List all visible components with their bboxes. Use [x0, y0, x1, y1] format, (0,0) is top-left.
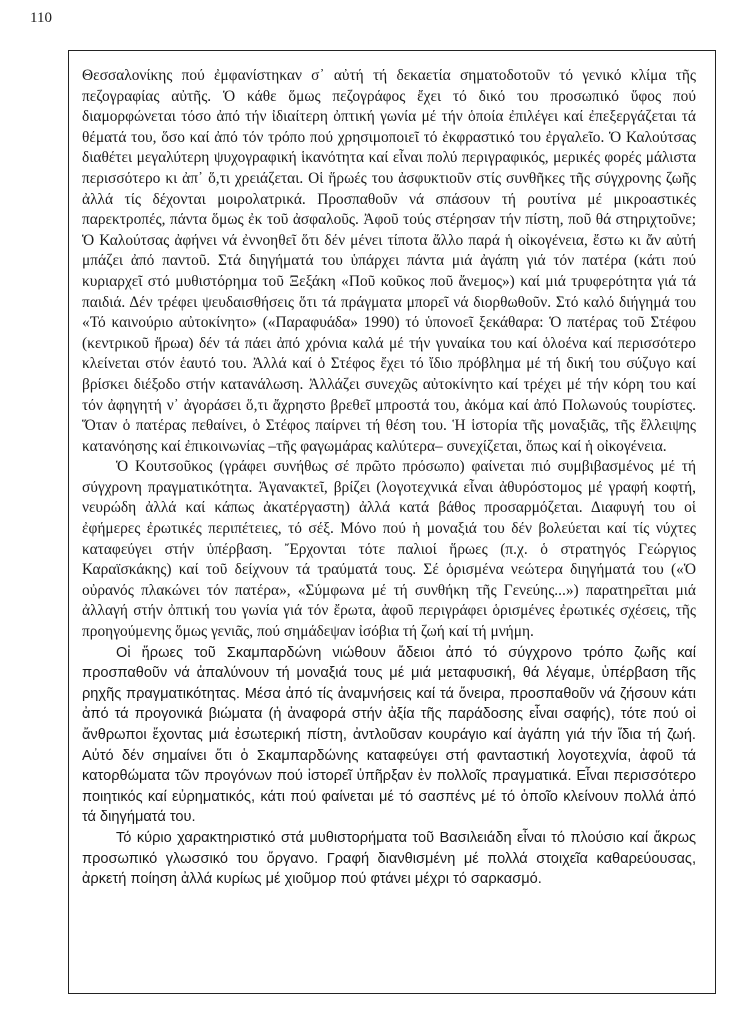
body-text: [82, 66, 696, 890]
paragraph-4: Τό κύριο χαρακτηριστικό στά μυθιστορήματα τοῦ Βασιλειάδη εἶναι τό πλούσιο καί ἄκρως προσωπικό γλωσσικό του ὄργανο. Γραφή διανθισμένη μέ πολλά στοιχεῖα καθαρεύουσας, ἀρκετή ποίηση ἀλλά κυρίως μέ χιοῦμορ πού φτάνει μέχρι τό σαρκασμό.: [82, 829, 696, 888]
paragraph-2: Ὁ Κουτσοῦκος (γράφει συνήθως σέ πρῶτο πρόσωπο) φαίνεται πιό συμβιβασμένος μέ τή σύγχρονη πραγματικότητα. Ἀγανακτεῖ, βρίζει (λογοτεχνικά εἶναι ἀθυρόστομος μέ γραφή κοφτή, νευρώδη ἀλλά καί κάπως ἀκατέργαστη) ἀλλά κατά βάθος προσαρμόζεται. Διαφυγή του οἱ ἐφήμερες ἐρωτικές περιπέτειες, τό σέξ. Μόνο πού ἡ μοναξιά του δέν βολεύεται καί τίς νύχτες καταφεύγει στήν ὑπέρβαση. Ἔρχονται τότε παλιοί ἥρωες (π.χ. ὁ στρατηγός Γεώργιος Καραϊσκάκης) καί τοῦ δείχνουν τά τραύματά τους. Σέ ὁρισμένα νεώτερα διηγήματά του («Ὁ οὐρανός πλακώνει τόν πατέρα», «Σύμφωνα μέ τή συνθήκη τῆς Γενεύης...») παρατηρεῖται μιά ἀλλαγή στήν ὀπτική του γωνία γιά τόν ἔρωτα, ἀφοῦ περιγράφει ὁρισμένες ἐρωτικές σχέσεις, τῆς προηγούμενης ὅμως γενιᾶς, πού σημάδεψαν ἰσόβια τή ζωή καί τή μνήμη.: [82, 458, 696, 641]
paragraph-1: Θεσσαλονίκης πού ἐμφανίστηκαν σ᾽ αὐτή τή δεκαετία σηματοδοτοῦν τό γενικό κλίμα τῆς πεζογραφίας αὐτῆς. Ὁ κάθε ὅμως πεζογράφος ἔχει τό δικό του προσωπικό ὕφος πού διαμορφώνεται τόσο ἀπό τήν ἰδιαίτερη ὀπτική γωνία μέ τήν ὁποία ἐπιλέγει καί ἐπεξεργάζεται τά θέματά του, ὅσο καί ἀπό τόν τρόπο πού χρησιμοποιεῖ τό ἐκφραστικό του ἐργαλεῖο. Ὁ Καλούτσας διαθέτει μεγαλύτερη ψυχογραφική ἱκανότητα καί εἶναι πολύ περιγραφικός, μερικές φορές μάλιστα περισσότερο κι ἀπ᾽ ὅ,τι χρειάζεται. Οἱ ἥρωές του ἀσφυκτιοῦν στίς συνθῆκες τῆς σύγχρονης ζωῆς ἀλλά τίς δέχονται μοιρολατρικά. Προσπαθοῦν νά σπάσουν τή ρουτίνα μέ μικροαστικές παρεκτροπές, πάντα ὅμως ἐκ τοῦ ἀσφαλοῦς. Ἀφοῦ τούς στέρησαν τήν πίστη, ποῦ θά στηριχτοῦνε; Ὁ Καλούτσας ἀφήνει νά ἐννοηθεῖ ὅτι δέν μένει τίποτα ἄλλο παρά ἡ οἰκογένεια, ἔστω κι ἄν αὐτή μπάζει ἀπό παντοῦ. Στά διηγήματά του ὑπάρχει πάντα μιά ἀγάπη γιά τόν πατέρα (κάτι πού κυριαρχεῖ στό μυθιστόρημα τοῦ Ξεξάκη «Ποῦ κοῦκος ποῦ ἄνεμος») καί μιά τρυφερότητα γιά τά παιδιά. Δέν τρέφει ψευδαισθήσεις ὅτι τά πράγματα μπορεῖ νά διορθωθοῦν. Στό καλό διήγημά του «Τό καινούριο αὐτοκίνητο» («Παραφυάδα» 1990) τό ὑπονοεῖ ξεκάθαρα: Ὁ πατέρας τοῦ Στέφου (κεντρικοῦ ἥρωα) δέν τά πάει ἀπό χρόνια καλά μέ τήν γυναίκα του καί ὁλοένα καί περισσότερο κλείνεται στόν ἑαυτό του. Ἀλλά καί ὁ Στέφος ἔχει τό ἴδιο πρόβλημα μέ τή δική του σύζυγο καί βρίσκει διέξοδο στήν κατανάλωση. Ἀλλάζει συνεχῶς αὐτοκίνητο καί τρέχει μέ τήν κόρη του καί τόν ἀφηγητή ν᾽ ἀγοράσει ὅ,τι ἄχρηστο βρεθεῖ μπροστά του, ἀκόμα καί ἀπό Πολωνούς τουρίστες. Ὅταν ὁ πατέρας πεθαίνει, ὁ Στέφος παίρνει τή θέση του. Ἡ ἱστορία τῆς μοναξιᾶς, τῆς ἔλλειψης κατανόησης καί ἐπικοινωνίας –τῆς φαγωμάρας καλύτερα– συνεχίζεται, ὅπως καί ἡ οἰκογένεια.: [82, 67, 696, 455]
page-number: 110: [30, 10, 52, 26]
paragraph-3: Οἱ ἥρωες τοῦ Σκαμπαρδώνη νιώθουν ἄδειοι ἀπό τό σύγχρονο τρόπο ζωῆς καί προσπαθοῦν νά ἀπαλύνουν τή μοναξιά τους μέ μιά μεταφυσική, θά λέγαμε, ὑπέρβαση τῆς ρηχῆς πραγματικότητας. Μέσα ἀπό τίς ἀναμνήσεις καί τά ὄνειρα, προσπαθοῦν νά ζήσουν κάτι ἀπό τά προγονικά βιώματα (ἡ ἀναφορά στήν ἀξία τῆς παράδοσης εἶναι σαφής), τότε πού οἱ ἄνθρωποι ἔχοντας μιά ἐσωτερική πίστη, ἀντλοῦσαν κουράγιο καί ἀγάπη γιά τήν ἴδια τή ζωή. Αὐτό δέν σημαίνει ὅτι ὁ Σκαμπαρδώνης καταφεύγει στή φανταστική λογοτεχνία, ἀφοῦ τά κατορθώματα τῶν προγόνων πού ἱστορεῖ ὑπῆρξαν ἐν πολλοῖς πραγματικά. Εἶναι περισσότερο ποιητικός καί εὐρηματικός, κάτι πού φαίνεται μέ τό σασπένς μέ τό ὁποῖο κλείνουν πολλά ἀπό τά διηγήματά του.: [82, 644, 696, 826]
